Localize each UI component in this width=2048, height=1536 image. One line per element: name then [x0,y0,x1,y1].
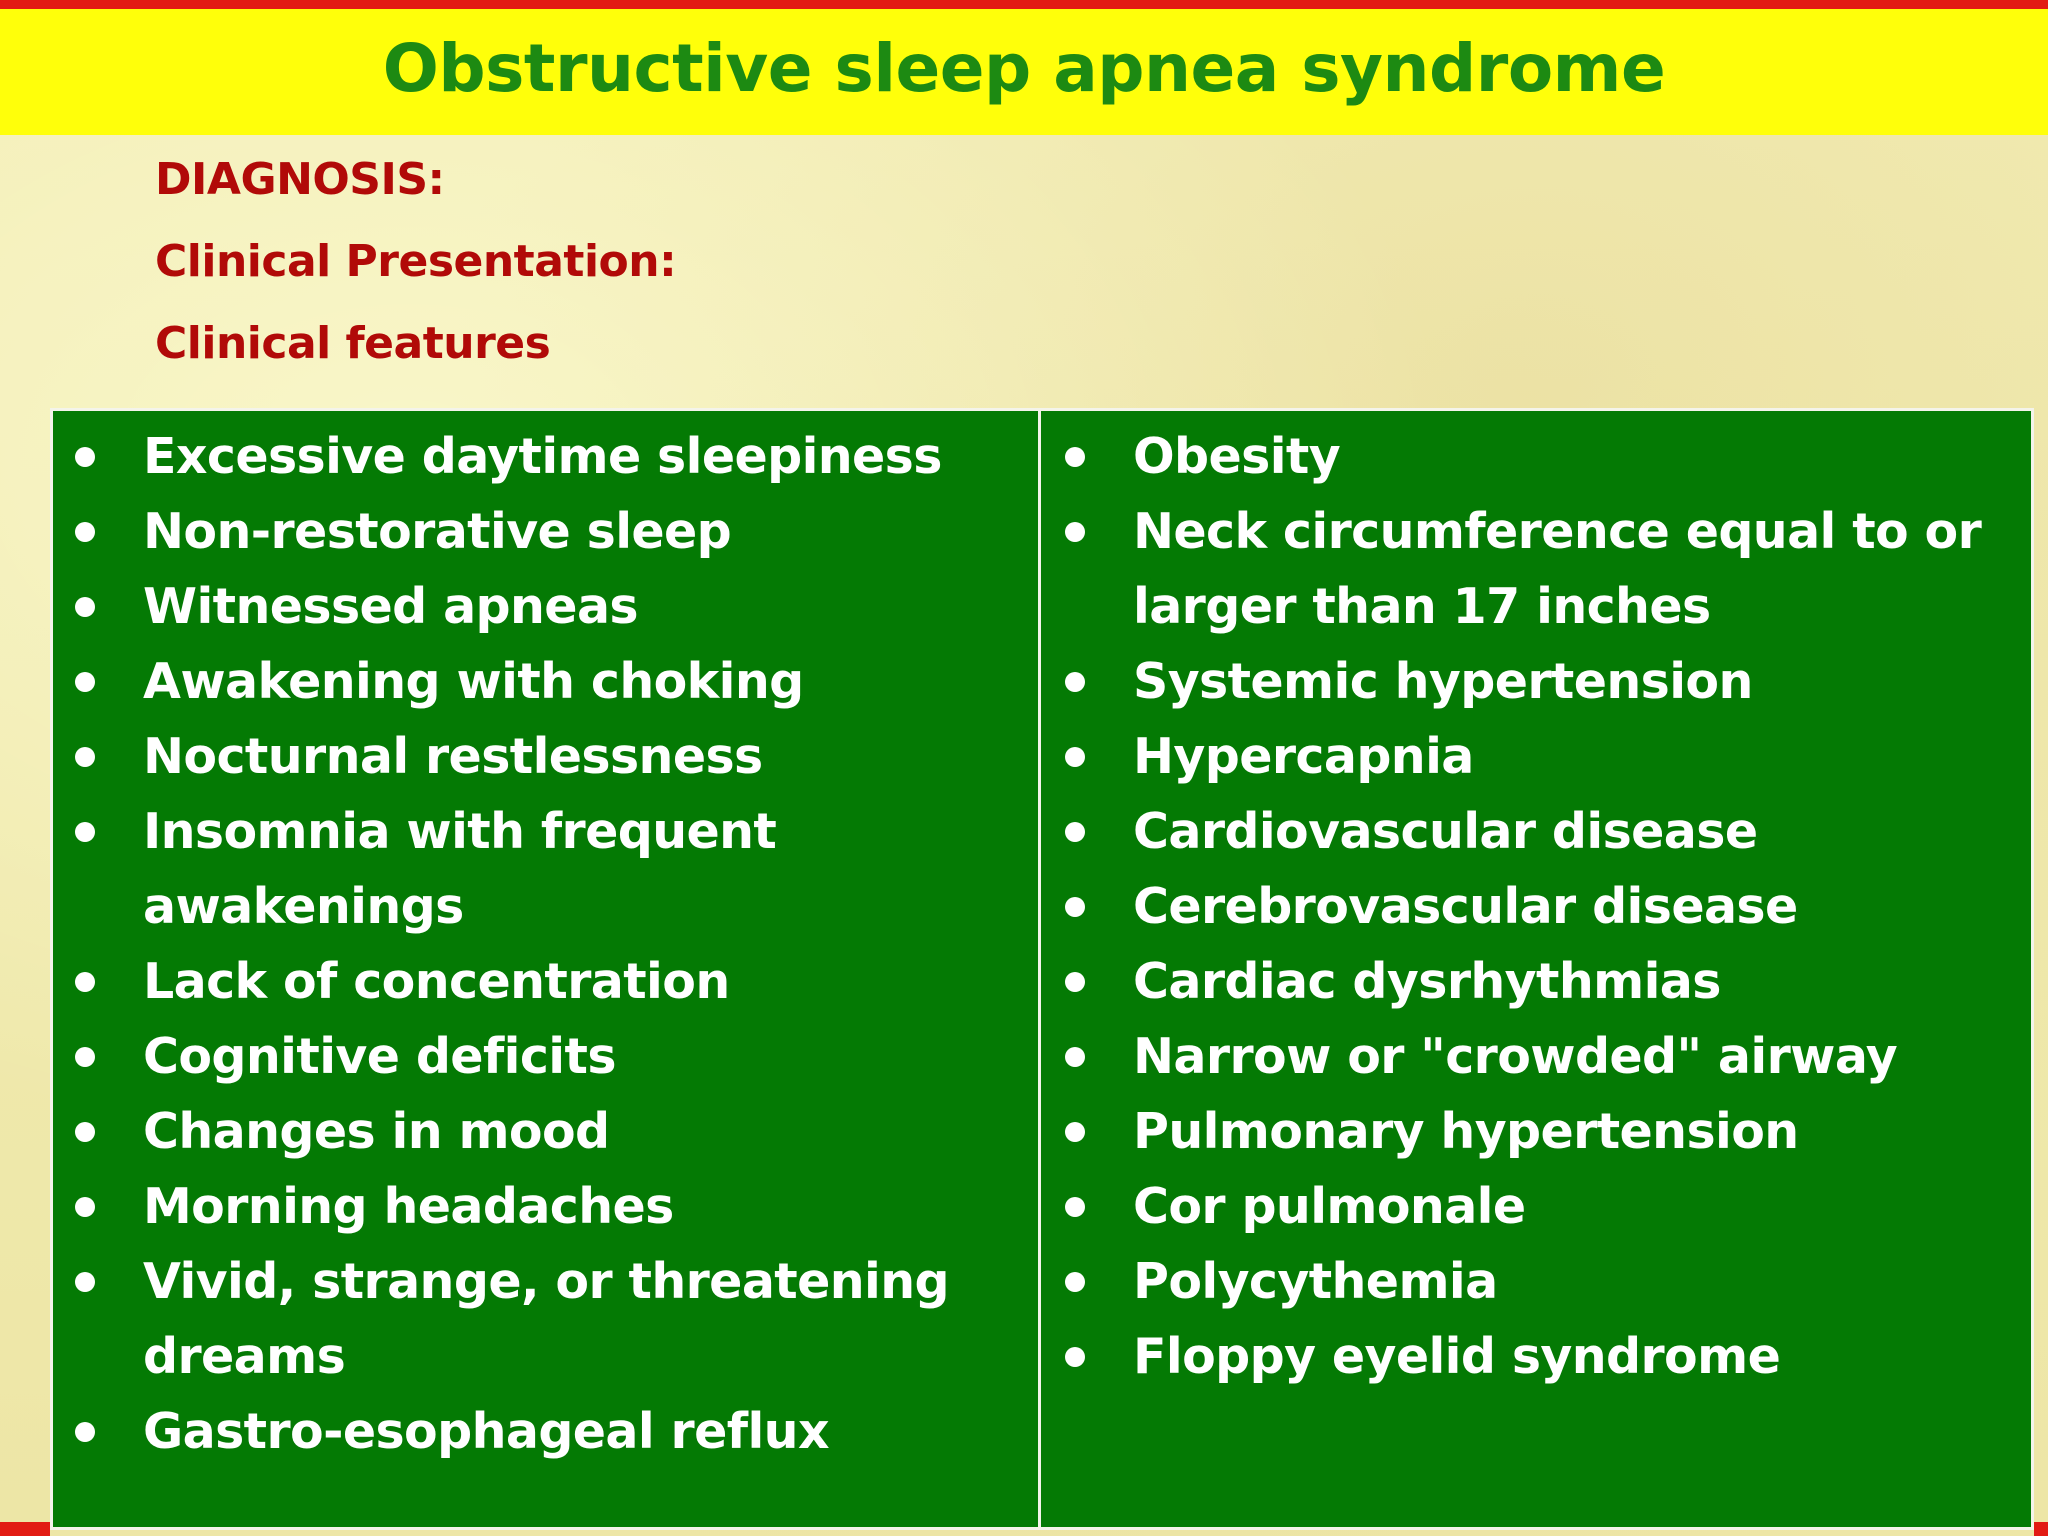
list-item-text-continued: awakenings [143,878,464,935]
slide-title: Obstructive sleep apnea syndrome [382,29,1666,107]
list-item [53,1019,1038,1094]
bullet-icon [1065,672,1085,692]
list-item-text: Awakening with choking [143,653,804,710]
list-item-text: Gastro-esophageal reflux [143,1403,829,1460]
list-item [53,794,1038,944]
bullet-icon [75,1122,95,1142]
symptoms-list [53,411,1038,1469]
list-item [1041,1319,2031,1394]
bullet-icon [75,522,95,542]
bullet-icon [1065,822,1085,842]
list-item [53,419,1038,494]
list-item-text: Cardiac dysrhythmias [1133,953,1721,1010]
list-item-text: Non-restorative sleep [143,503,732,560]
bullet-icon [1065,522,1085,542]
list-item [1041,944,2031,1019]
list-item-text: Witnessed apneas [143,578,638,635]
list-item-text: Neck circumference equal to or [1133,503,1982,560]
symptoms-column [53,411,1041,1527]
signs-list [1041,411,2031,1394]
list-item [1041,494,2031,644]
heading-diagnosis: DIAGNOSIS: [155,154,445,205]
list-item-text: Pulmonary hypertension [1133,1103,1799,1160]
list-item [1041,1019,2031,1094]
bullet-icon [1065,1122,1085,1142]
list-item-text: Cognitive deficits [143,1028,616,1085]
list-item [53,1094,1038,1169]
list-item [1041,869,2031,944]
list-item [1041,719,2031,794]
bullet-icon [1065,747,1085,767]
top-red-bar [0,0,2048,9]
bullet-icon [1065,897,1085,917]
bullet-icon [1065,1347,1085,1367]
list-item-text-continued: larger than 17 inches [1133,578,1711,635]
list-item-text-continued: dreams [143,1328,346,1385]
bottom-left-red-accent [0,1522,50,1536]
list-item [1041,419,2031,494]
bullet-icon [1065,447,1085,467]
bullet-icon [75,1197,95,1217]
bullet-icon [75,1422,95,1442]
list-item-text: Changes in mood [143,1103,610,1160]
list-item [1041,1244,2031,1319]
list-item [53,1394,1038,1469]
list-item-text: Insomnia with frequent [143,803,777,860]
bullet-icon [1065,1272,1085,1292]
features-table [50,408,2034,1530]
list-item [53,944,1038,1019]
bullet-icon [75,1272,95,1292]
bullet-icon [75,747,95,767]
bullet-icon [1065,1047,1085,1067]
bullet-icon [75,597,95,617]
list-item-text: Morning headaches [143,1178,674,1235]
list-item [53,644,1038,719]
list-item [1041,1094,2031,1169]
title-bar [0,9,2048,135]
list-item [53,1169,1038,1244]
list-item-text: Vivid, strange, or threatening [143,1253,949,1310]
bullet-icon [75,972,95,992]
list-item [1041,1169,2031,1244]
list-item-text: Narrow or "crowded" airway [1133,1028,1898,1085]
bullet-icon [1065,1197,1085,1217]
bullet-icon [75,447,95,467]
bullet-icon [75,672,95,692]
signs-column [1041,411,2031,1527]
list-item [53,719,1038,794]
list-item-text: Lack of concentration [143,953,730,1010]
bullet-icon [75,822,95,842]
list-item-text: Cor pulmonale [1133,1178,1526,1235]
bullet-icon [75,1047,95,1067]
list-item-text: Hypercapnia [1133,728,1474,785]
bottom-right-red-accent [2034,1522,2048,1536]
list-item-text: Cerebrovascular disease [1133,878,1798,935]
list-item [1041,794,2031,869]
list-item-text: Obesity [1133,428,1341,485]
list-item-text: Floppy eyelid syndrome [1133,1328,1781,1385]
bullet-icon [1065,972,1085,992]
list-item [53,569,1038,644]
list-item [1041,644,2031,719]
list-item-text: Polycythemia [1133,1253,1498,1310]
list-item-text: Excessive daytime sleepiness [143,428,942,485]
list-item [53,494,1038,569]
list-item-text: Nocturnal restlessness [143,728,763,785]
list-item-text: Systemic hypertension [1133,653,1753,710]
heading-clinical-presentation: Clinical Presentation: [155,236,677,287]
heading-clinical-features: Clinical features [155,318,551,369]
list-item-text: Cardiovascular disease [1133,803,1758,860]
list-item [53,1244,1038,1394]
